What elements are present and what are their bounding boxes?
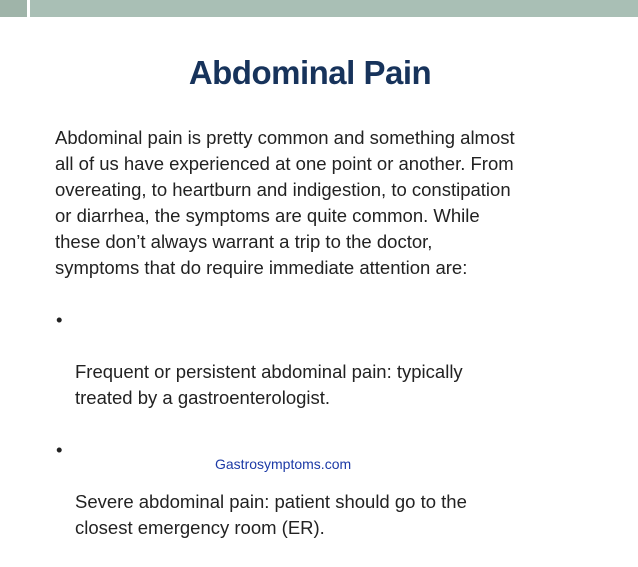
intro-paragraph: Abdominal pain is pretty common and something almost all of us have experienced at one point or another. From overeating, to heartburn and indigestion, to constipation or diarrhea, the symptoms are quite common. While these don’t always warrant a trip to the doctor, symptoms that do require immediate attention are:: [55, 127, 515, 278]
bullet-item-frequent-pain: [55, 307, 615, 411]
footer-source-link[interactable]: Gastrosymptoms.com: [215, 456, 352, 472]
top-bar-left-segment: [0, 0, 27, 17]
slide-title: Abdominal Pain: [188, 54, 432, 91]
bullet-icon: •: [56, 439, 63, 460]
bullet-item-severe-pain: [55, 437, 615, 541]
top-decorative-bar: [0, 0, 638, 17]
bullet-icon: •: [56, 309, 63, 330]
top-bar-right-segment: [30, 0, 638, 17]
slide-body: [55, 125, 615, 567]
bullet-text: Severe abdominal pain: patient should go to the closest emergency room (ER).: [75, 491, 467, 538]
symptom-bullet-list: [55, 307, 615, 541]
bullet-text: Frequent or persistent abdominal pain: typically treated by a gastroenterologist.: [75, 361, 463, 408]
